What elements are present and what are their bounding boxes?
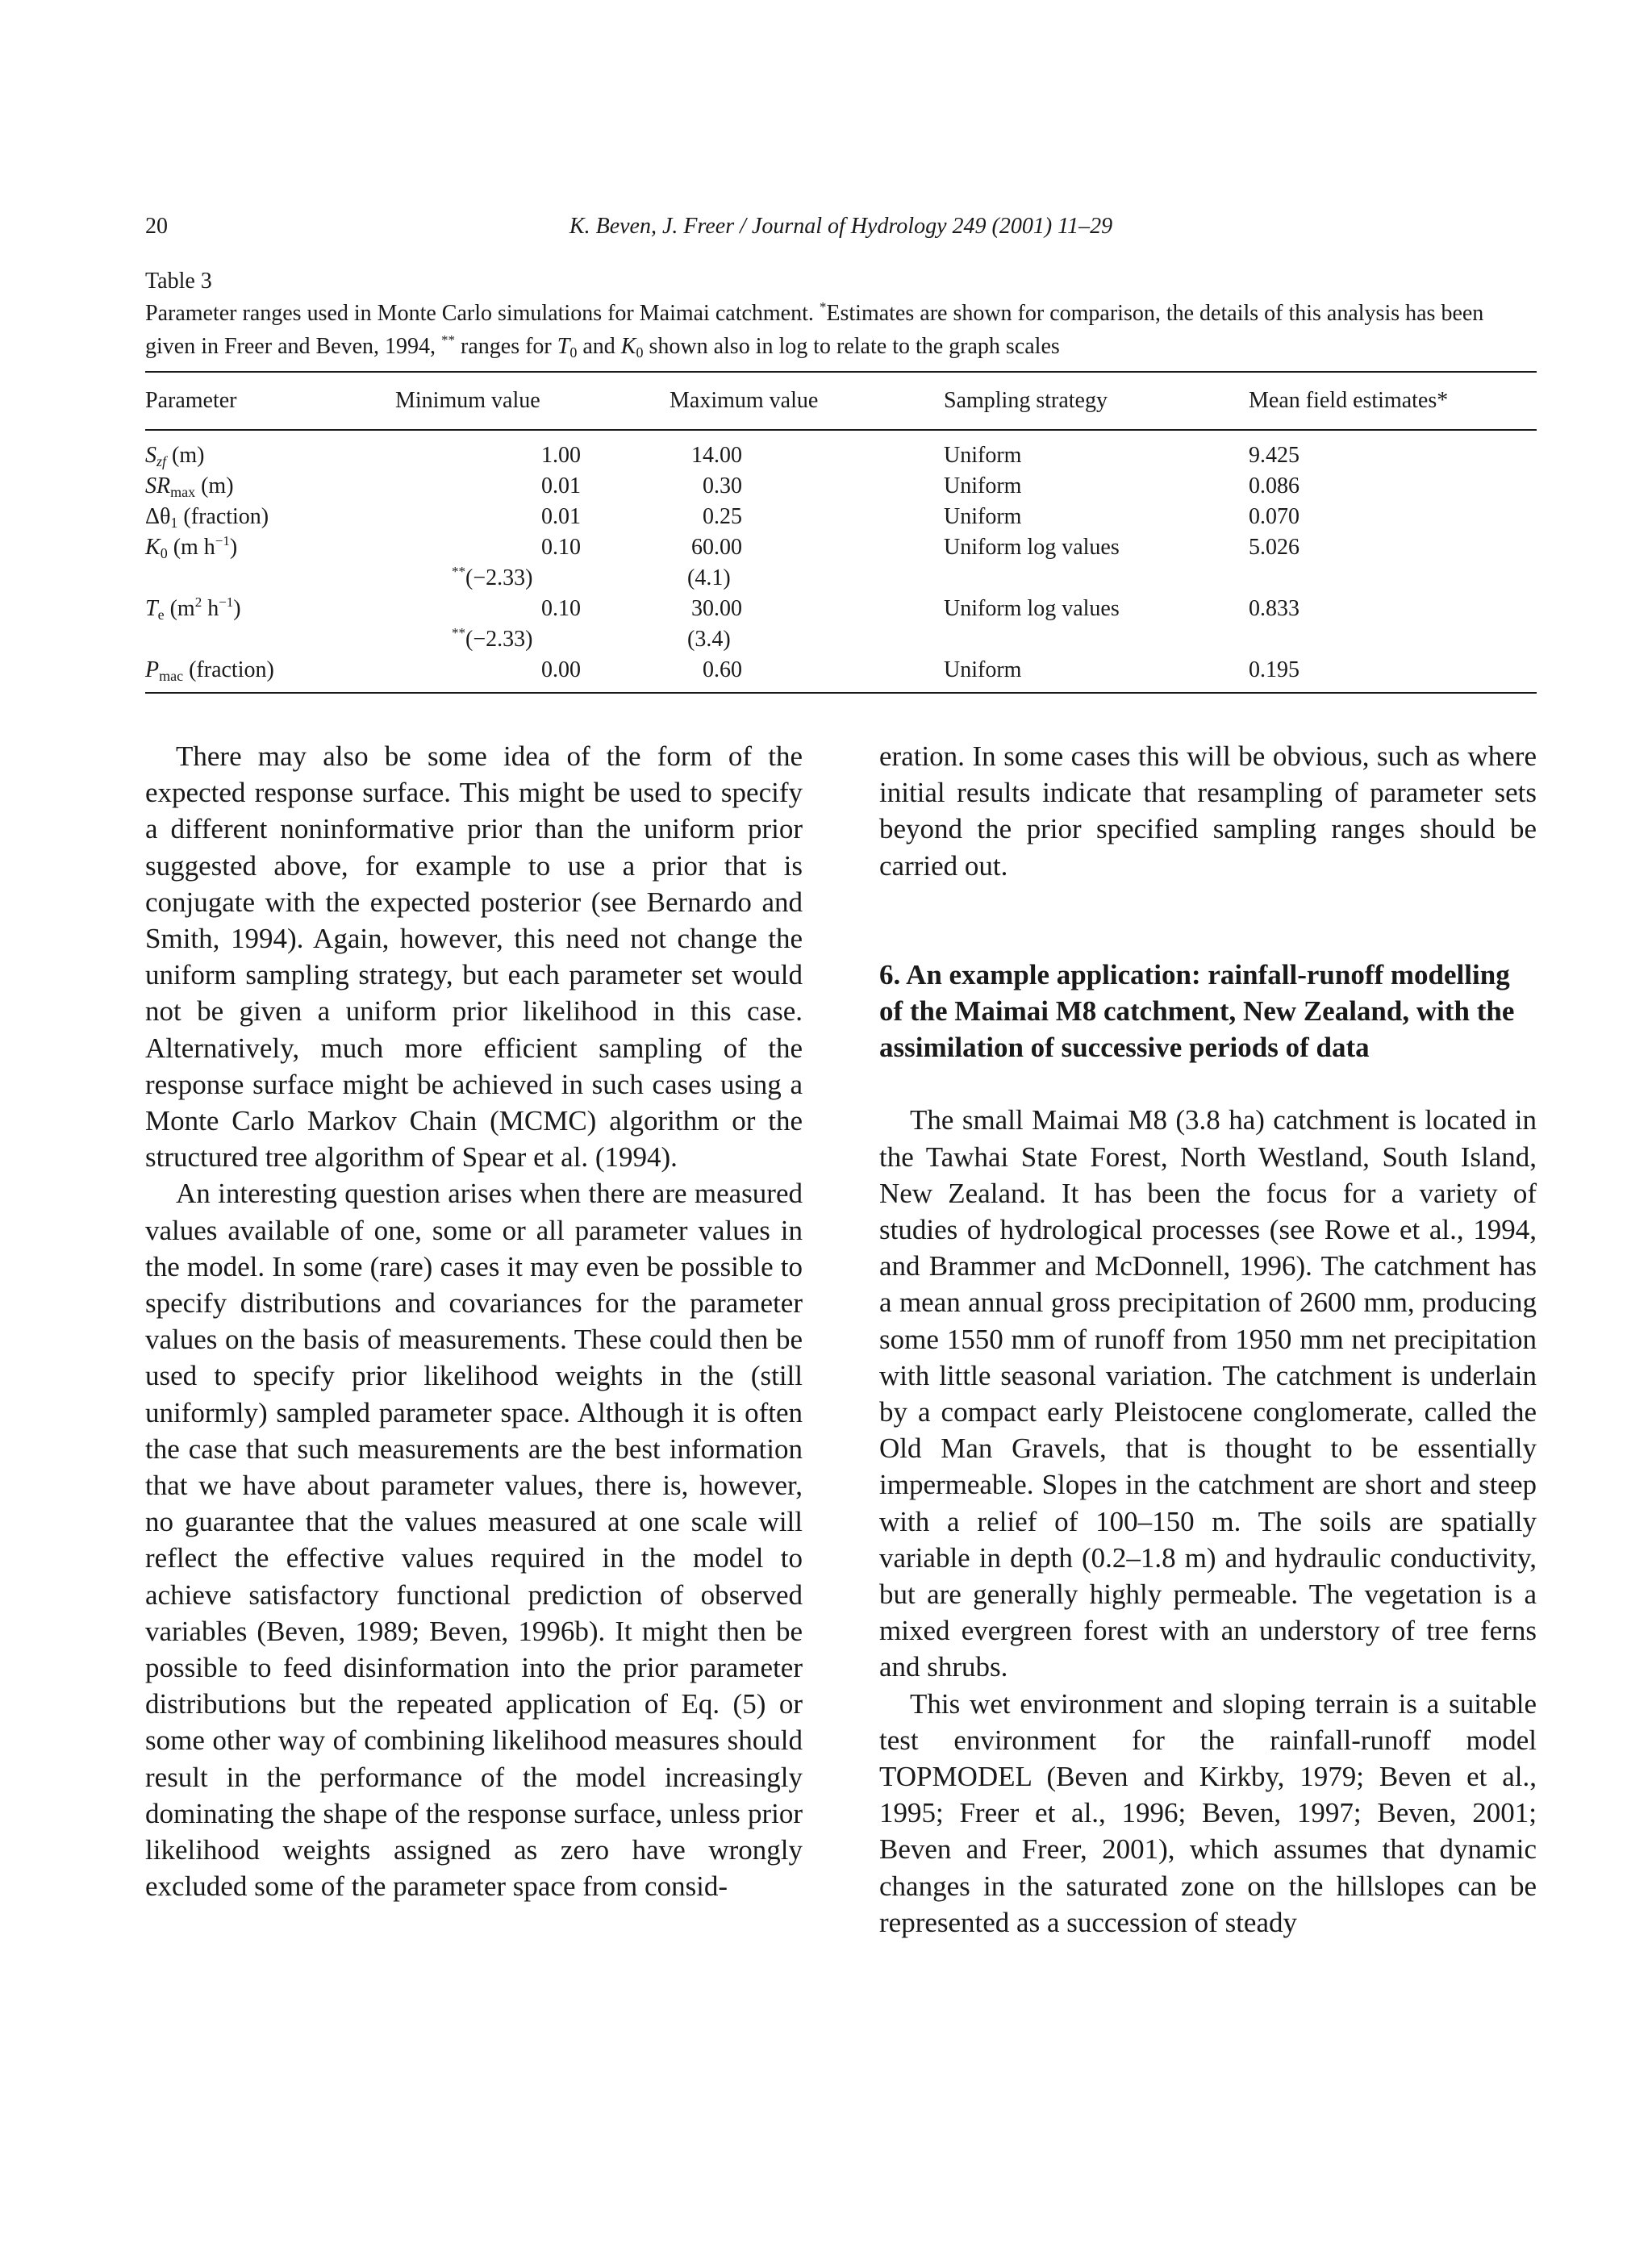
- mean-cell: [1249, 563, 1537, 594]
- max-cell: [670, 471, 944, 502]
- caption-double-star: **: [441, 332, 456, 348]
- min-value: 0.01: [541, 504, 581, 529]
- strategy-cell: Uniform log values: [944, 596, 1120, 621]
- right-column: [879, 738, 1537, 1941]
- table-row: [145, 594, 1537, 624]
- mean-cell: 0.070: [1249, 504, 1299, 529]
- table-row: [145, 430, 1537, 471]
- section-heading: 6. An example application: rainfall-runoff modelling of the Maimai M8 catchment, New Zealand, with the assimilation of successive periods of data: [879, 958, 1515, 1064]
- caption-text: ranges for: [455, 334, 557, 359]
- param-cell: [145, 502, 395, 532]
- param-symbol: T: [145, 596, 158, 621]
- max-value: 30.00: [691, 596, 742, 621]
- strategy-cell: [944, 624, 1249, 655]
- table-row: [145, 502, 1537, 532]
- param-unit: (fraction): [183, 657, 274, 682]
- header-mean: Mean field estimates*: [1249, 372, 1537, 430]
- caption-symbol-t: T: [557, 334, 570, 359]
- caption-subscript: 0: [569, 344, 578, 361]
- param-symbol: P: [145, 657, 160, 682]
- min-value: 0.10: [541, 535, 581, 560]
- param-subscript: 0: [160, 545, 168, 561]
- param-cell: [145, 430, 395, 471]
- min-cell: [395, 655, 670, 693]
- log-range-mark: **: [452, 564, 465, 579]
- body-paragraph: This wet environment and sloping terrain is a suitable test environment for the rainfall-runoff model TOPMODEL (Beven and Kirkby, 1979; Beven et al., 1995; Freer et al., 1996; Beven, 1997; Beven, 2001; Beven and Freer, 2001), which assumes that dynamic changes in the saturated zone on the hillslopes can be represented as a succession of steady: [879, 1687, 1537, 1938]
- mean-cell: 9.425: [1249, 443, 1299, 468]
- body-paragraph: eration. In some cases this will be obvious, such as where initial results indicate that resampling of parameter sets beyond the prior specified sampling ranges should be carried out.: [879, 740, 1537, 882]
- caption-text: Parameter ranges used in Monte Carlo simulations for Maimai catchment.: [145, 301, 820, 326]
- mean-cell: [1249, 624, 1537, 655]
- mean-cell: 0.195: [1249, 655, 1537, 693]
- max-value: 0.25: [703, 504, 742, 529]
- caption-text: and: [577, 334, 621, 359]
- param-unit: (m): [166, 443, 205, 468]
- table-row: [145, 563, 1537, 594]
- body-paragraph: The small Maimai M8 (3.8 ha) catchment is located in the Tawhai State Forest, North Westland, South Island, New Zealand. It has been the focus for a variety of studies of hydrological processes (see Rowe et al., 1994, and Brammer and McDonnell, 1996). The catchment has a mean annual gross precipitation of 2600 mm, producing some 1550 mm of runoff from 1950 mm net precipitation with little seasonal variation. The catchment is underlain by a compact early Pleistocene conglomerate, called the Old Man Gravels, that is thought to be essentially impermeable. Slopes in the catchment are short and steep with a relief of 100–150 m. The soils are spatially variable in depth (0.2–1.8 m) and hydraulic conductivity, but are generally highly permeable. The vegetation is a mixed evergreen forest with an understory of tree ferns and shrubs.: [879, 1104, 1537, 1683]
- param-cell: [145, 563, 395, 594]
- param-symbol: Δθ: [145, 504, 171, 529]
- caption-symbol-k: K: [620, 334, 636, 359]
- strategy-cell: Uniform log values: [944, 535, 1120, 560]
- param-cell: [145, 594, 395, 624]
- body-paragraph: There may also be some idea of the form of the expected response surface. This might be used to specify a different noninformative prior than the uniform prior suggested above, for example to use a prior that is conjugate with the expected posterior (see Bernardo and Smith, 1994). Again, however, this need not change the uniform sampling strategy, but each parameter set would not be given a uniform prior likelihood in this case. Alternatively, much more efficient sampling of the response surface might be achieved in such cases using a Monte Carlo Markov Chain (MCMC) algorithm or the structured tree algorithm of Spear et al. (1994).: [145, 740, 803, 1174]
- max-log-value: (4.1): [687, 565, 731, 590]
- param-cell: [145, 471, 395, 502]
- log-range-mark: **: [452, 625, 465, 640]
- param-unit: (m h: [167, 535, 215, 560]
- mean-cell: 0.086: [1249, 473, 1299, 498]
- header-max: Maximum value: [670, 372, 944, 430]
- journal-citation: K. Beven, J. Freer / Journal of Hydrology 249 (2001) 11–29: [569, 214, 1113, 239]
- caption-text: shown also in log to relate to the graph scales: [643, 334, 1060, 359]
- param-subscript: zf: [156, 453, 167, 469]
- table-row: [145, 471, 1537, 502]
- strategy-cell: Uniform: [944, 443, 1022, 468]
- param-subscript: mac: [159, 668, 184, 684]
- min-log-value: (−2.33): [465, 565, 533, 590]
- min-cell: [395, 502, 670, 532]
- min-cell: [395, 532, 670, 563]
- min-value: 1.00: [541, 443, 581, 468]
- strategy-cell: Uniform: [944, 473, 1022, 498]
- min-cell: [395, 594, 670, 624]
- page-number: 20: [145, 214, 168, 239]
- table-row: [145, 532, 1537, 563]
- header-parameter: Parameter: [145, 372, 395, 430]
- max-cell: [670, 624, 944, 655]
- table-label: Table 3: [145, 269, 212, 294]
- param-unit: h: [202, 596, 219, 621]
- min-log-value: (−2.33): [465, 627, 533, 652]
- param-subscript: 1: [170, 515, 178, 531]
- min-value: 0.10: [541, 596, 581, 621]
- max-cell: [670, 655, 944, 693]
- max-value: 0.60: [703, 657, 742, 682]
- min-value: 0.01: [541, 473, 581, 498]
- table-row: [145, 655, 1537, 693]
- param-unit-superscript: −1: [215, 533, 230, 548]
- min-cell: [395, 471, 670, 502]
- mean-cell: 5.026: [1249, 535, 1299, 560]
- param-symbol: S: [145, 443, 156, 468]
- min-value: 0.00: [541, 657, 581, 682]
- param-cell: [145, 655, 395, 693]
- max-value: 60.00: [691, 535, 742, 560]
- param-subscript: max: [170, 484, 196, 500]
- table-caption: [145, 297, 1537, 363]
- max-log-value: (3.4): [687, 627, 731, 652]
- min-cell: [395, 624, 670, 655]
- min-cell: [395, 563, 670, 594]
- mean-cell: 0.833: [1249, 596, 1299, 621]
- param-symbol: SR: [145, 473, 171, 498]
- body-paragraph: An interesting question arises when there are measured values available of one, some or all parameter values in the model. In some (rare) cases it may even be possible to specify distributions and covariances for the parameter values on the basis of measurements. These could then be used to specify prior likelihood weights in the (still uniformly) sampled parameter space. Although it is often the case that such measurements are the best information that we have about parameter values, there is, however, no guarantee that the values measured at one scale will reflect the effective values required in the model to achieve satisfactory functional prediction of observed variables (Beven, 1989; Beven, 1996b). It might then be possible to feed disinformation into the prior parameter distributions but the repeated application of Eq. (5) or some other way of combining likelihood measures should result in the performance of the model increasingly dominating the shape of the response surface, unless prior likelihood weights assigned as zero have wrongly excluded some of the parameter space from consid-: [145, 1178, 803, 1903]
- param-symbol: K: [145, 535, 161, 560]
- param-unit-superscript: −1: [219, 594, 234, 610]
- param-cell: [145, 532, 395, 563]
- header-min: Minimum value: [395, 372, 670, 430]
- max-value: 14.00: [691, 443, 742, 468]
- max-value: 0.30: [703, 473, 742, 498]
- param-unit: ): [233, 596, 241, 621]
- strategy-cell: Uniform: [944, 504, 1022, 529]
- param-unit-superscript: 2: [194, 594, 202, 610]
- max-cell: [670, 430, 944, 471]
- strategy-cell: [944, 563, 1249, 594]
- max-cell: [670, 532, 944, 563]
- param-unit: (m: [164, 596, 195, 621]
- table-row: [145, 624, 1537, 655]
- min-cell: [395, 430, 670, 471]
- strategy-cell: Uniform: [944, 655, 1249, 693]
- param-unit: (fraction): [177, 504, 269, 529]
- param-cell: [145, 624, 395, 655]
- max-cell: [670, 563, 944, 594]
- table-header-row: [145, 372, 1537, 430]
- parameter-table: [145, 371, 1537, 694]
- param-subscript: e: [157, 607, 165, 623]
- header-strategy: Sampling strategy: [944, 372, 1249, 430]
- param-unit: ): [229, 535, 238, 560]
- max-cell: [670, 502, 944, 532]
- left-column: [145, 738, 803, 1905]
- param-unit: (m): [195, 473, 234, 498]
- max-cell: [670, 594, 944, 624]
- caption-subscript: 0: [636, 344, 644, 361]
- caption-star: *: [819, 299, 827, 315]
- caption-text: Estimates are shown for comparison, the details of this analysis has been given in Freer and Beven, 1994,: [145, 301, 1484, 359]
